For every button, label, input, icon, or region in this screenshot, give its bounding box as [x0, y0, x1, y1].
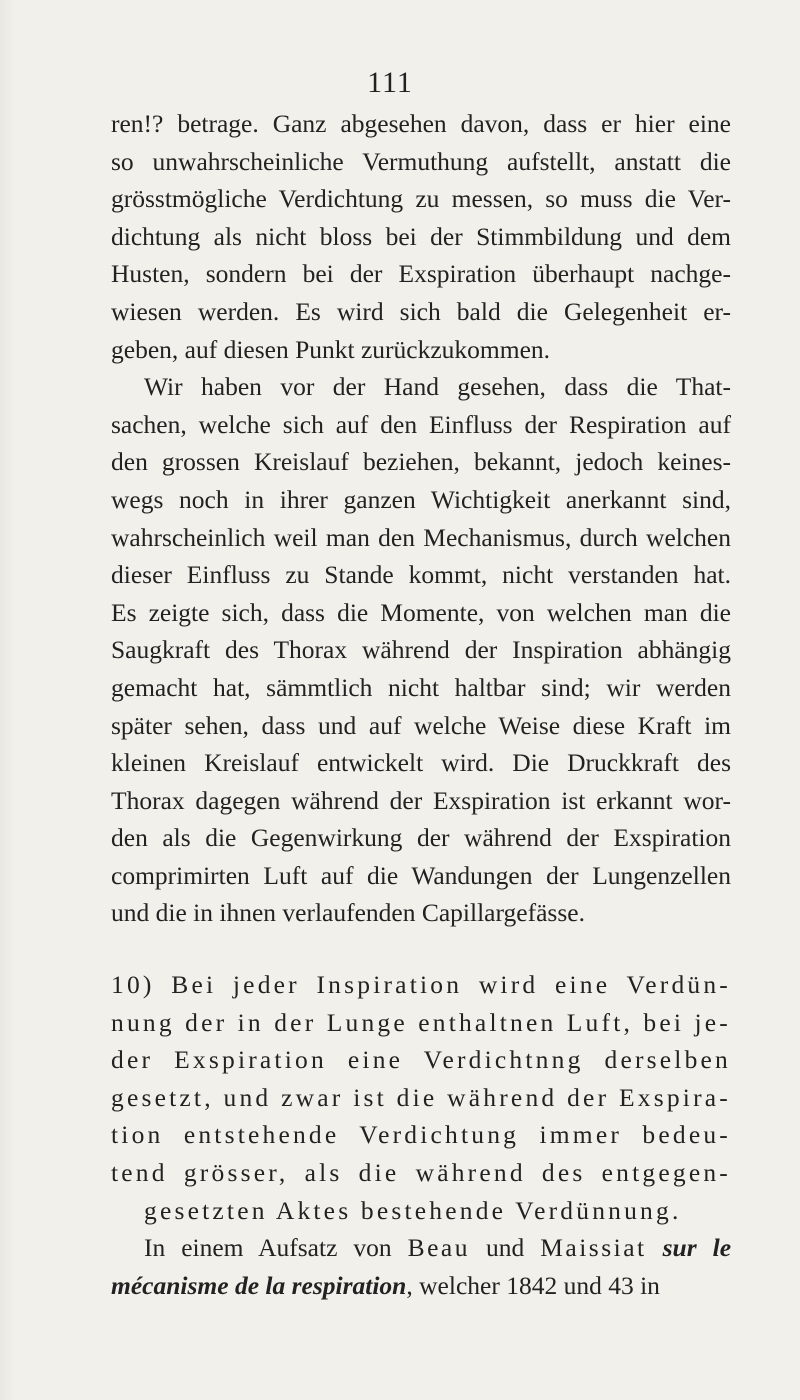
text-span — [647, 1233, 663, 1262]
text-line: Es zeigte sich, dass die Momente, von welchen man die — [111, 597, 731, 627]
author-name: Beau — [407, 1233, 470, 1263]
text-line: den als die Gegenwirkung der während der Exspiration — [111, 823, 731, 853]
text-line: so unwahrscheinliche Vermuthung aufstellt, anstatt die — [111, 146, 731, 176]
text-line: Husten, sondern bei der Exspiration überhaupt nachge- — [111, 259, 731, 289]
text-line: und die in ihnen verlaufenden Capillargefässe. — [111, 898, 585, 928]
text-line: gemacht hat, sämmtlich nicht haltbar sind; wir werden — [111, 672, 731, 702]
paragraph-2 — [111, 368, 731, 932]
text-span: und — [470, 1233, 541, 1263]
text-line: geben, auf diesen Punkt zurückzukommen. — [111, 334, 551, 364]
text-line: dichtung als nicht bloss bei der Stimmbildung und dem — [111, 221, 731, 251]
text-line: grösstmögliche Verdichtung zu messen, so muss die Ver- — [111, 184, 731, 214]
paragraph-4 — [111, 1229, 731, 1304]
author-name: Maissiat — [540, 1233, 647, 1263]
text-span: In einem Aufsatz von — [144, 1233, 408, 1263]
text-line: Wir haben vor der Hand gesehen, dass die That- — [144, 372, 731, 402]
text-line: nung der in der Lunge enthaltnen Luft, bei je- — [111, 1007, 731, 1037]
text-line: der Exspiration eine Verdichtnng derselben — [111, 1045, 731, 1075]
text-line: Saugkraft des Thorax während der Inspiration abhängig — [111, 635, 731, 665]
text-line: tion entstehende Verdichtung immer bedeu- — [111, 1120, 731, 1150]
text-line: später sehen, dass und auf welche Weise diese Kraft im — [111, 710, 731, 740]
text-line: Thorax dagegen während der Exspiration ist erkannt wor- — [111, 785, 731, 815]
text-line: sachen, welche sich auf den Einfluss der Respiration auf — [111, 409, 731, 439]
work-title: sur le — [662, 1233, 732, 1263]
text-line: gesetzt, und zwar ist die während der Exspira- — [111, 1082, 731, 1112]
text-line: wegs noch in ihrer ganzen Wichtigkeit anerkannt sind, — [111, 484, 731, 514]
text-line: wiesen werden. Es wird sich bald die Gelegenheit er- — [111, 296, 731, 326]
paragraph-1 — [111, 105, 731, 368]
paragraph-gap — [111, 932, 731, 966]
text-line: wahrscheinlich weil man den Mechanismus, durch welchen — [111, 522, 731, 552]
text-line: dieser Einfluss zu Stande kommt, nicht verstanden hat. — [111, 560, 731, 590]
page-number: 111 — [367, 66, 413, 99]
text-line: den grossen Kreislauf beziehen, bekannt, jedoch keines- — [111, 447, 731, 477]
text-line: comprimirten Luft auf die Wandungen der Lungenzellen — [111, 860, 731, 890]
work-title: mécanisme de la respiration — [111, 1270, 407, 1300]
text-line: gesetzten Aktes bestehende Verdünnung. — [144, 1195, 682, 1225]
thesis-10 — [111, 966, 731, 1229]
text-line: tend grösser, als die während des entgegen- — [111, 1158, 731, 1188]
text-line: kleinen Kreislauf entwickelt wird. Die Druckkraft des — [111, 748, 731, 778]
text-span: , welcher 1842 und 43 in — [406, 1270, 660, 1300]
text-line: ren!? betrage. Ganz abgesehen davon, dass er hier eine — [111, 109, 731, 138]
text-line: 10) Bei jeder Inspiration wird eine Verdün- — [111, 970, 731, 1000]
text-line — [111, 1229, 731, 1267]
text-line — [111, 1267, 731, 1305]
page-text — [111, 105, 731, 1304]
